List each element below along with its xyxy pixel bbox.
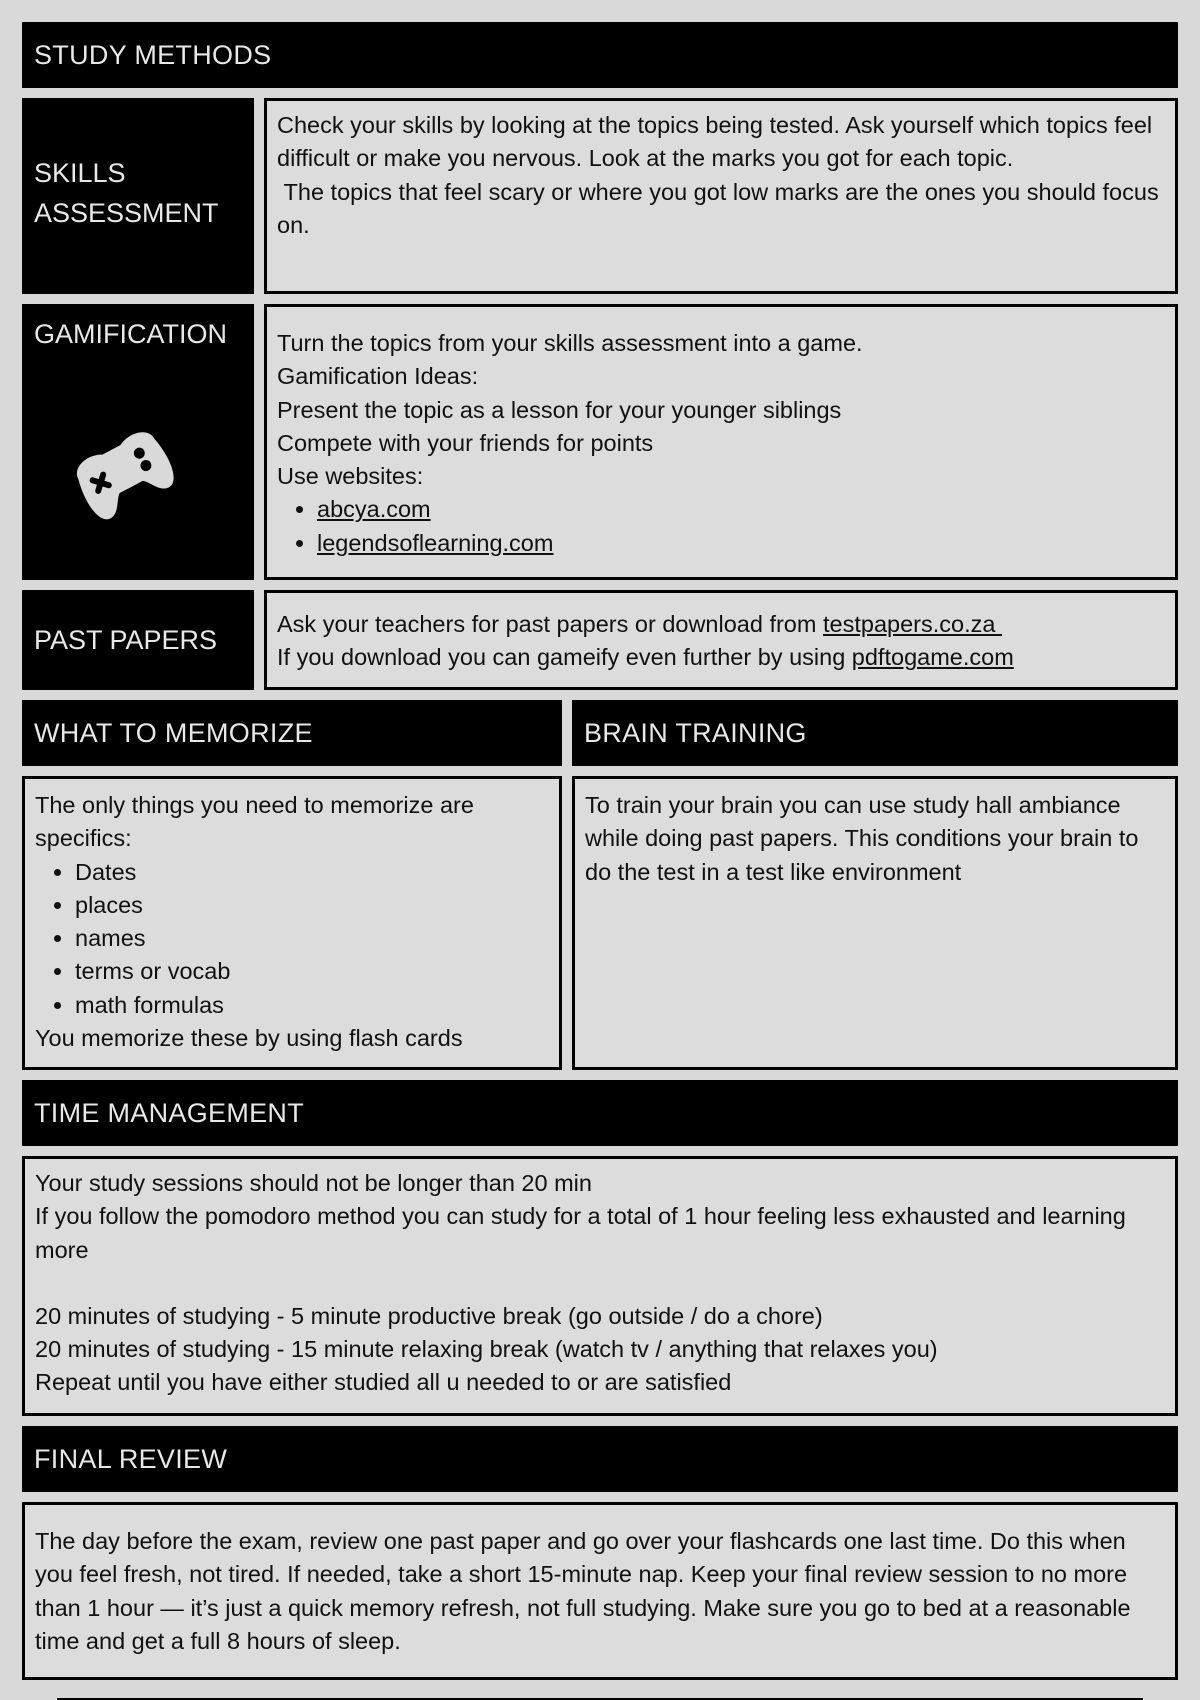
skills-text-line2: The topics that feel scary or where you got low marks are the ones you should focus on.	[277, 178, 1166, 238]
time-line5: Repeat until you have either studied all u needed to or are satisfied	[35, 1369, 732, 1396]
page-title-bar	[22, 22, 1178, 88]
skills-assessment-section	[22, 98, 1178, 294]
list-item: • terms or vocab	[75, 955, 549, 988]
gamification-line: Compete with your friends for points	[277, 429, 654, 456]
past-papers-label-box	[22, 590, 254, 690]
gamification-line: Turn the topics from your skills assessment into a game.	[277, 330, 863, 356]
past-papers-section	[22, 590, 1178, 690]
time-line4: 20 minutes of studying - 15 minute relaxing break (watch tv / anything that relaxes you)	[35, 1336, 938, 1363]
gamification-label-box	[22, 304, 254, 580]
website-list	[277, 493, 1165, 560]
list-item: • places	[75, 889, 549, 922]
list-item: • Dates	[75, 856, 549, 889]
memorize-list	[35, 856, 549, 1022]
gamification-label: GAMIFICATION	[34, 319, 227, 349]
past-papers-line2	[277, 641, 1165, 674]
time-line2: If you follow the pomodoro method you can study for a total of 1 hour feeling less exhausted and learning more	[35, 1203, 1126, 1263]
memorize-title: WHAT TO MEMORIZE	[34, 717, 313, 748]
abcya-link[interactable]: abcya.com	[317, 496, 431, 523]
final-review-title: FINAL REVIEW	[34, 1443, 228, 1474]
page-title: STUDY METHODS	[34, 39, 272, 70]
final-review-title-bar	[22, 1426, 1178, 1492]
past-papers-label: PAST PAPERS	[34, 625, 218, 655]
skills-label-line2: ASSESSMENT	[34, 198, 219, 228]
pdftogame-link[interactable]: pdftogame.com	[851, 644, 1014, 671]
brain-text	[572, 776, 1178, 1070]
time-management-title-bar	[22, 1080, 1178, 1146]
game-controller-icon	[62, 414, 192, 544]
time-line1: Your study sessions should not be longer than 20 min	[35, 1170, 592, 1196]
list-item	[317, 493, 1165, 526]
time-management-title: TIME MANAGEMENT	[34, 1097, 305, 1128]
memorize-column	[22, 700, 562, 1070]
skills-assessment-text	[264, 98, 1178, 294]
past-papers-line1-text: Ask your teachers for past papers or download from	[277, 611, 823, 637]
past-papers-text	[264, 590, 1178, 690]
gamification-section	[22, 304, 1178, 580]
two-column-section	[22, 700, 1178, 1070]
gamification-line: Use websites:	[277, 463, 424, 490]
list-item: • math formulas	[75, 989, 549, 1022]
brain-paragraph: To train your brain you can use study hall ambiance while doing past papers. This conditions your brain to do the test in a test like environment	[585, 792, 1139, 885]
brain-title: BRAIN TRAINING	[584, 717, 807, 748]
gamification-text	[264, 304, 1178, 580]
final-review-text	[22, 1502, 1178, 1680]
time-line3: 20 minutes of studying - 5 minute productive break (go outside / do a chore)	[35, 1302, 823, 1329]
memorize-intro: The only things you need to memorize are specifics:	[35, 792, 474, 852]
past-papers-line1	[277, 608, 1165, 641]
gamification-line: Gamification Ideas:	[277, 363, 479, 390]
brain-title-bar	[572, 700, 1178, 766]
memorize-outro: You memorize these by using flash cards	[35, 1025, 463, 1052]
legendsoflearning-link[interactable]: legendsoflearning.com	[317, 529, 554, 556]
past-papers-line2-text: If you download you can gameify even further by using	[277, 644, 852, 671]
brain-column	[572, 700, 1178, 1070]
skills-text-line1: Check your skills by looking at the topics being tested. Ask yourself which topics feel difficult or make you nervous. Look at the marks you got for each topic.	[277, 112, 1153, 172]
gamification-line: Present the topic as a lesson for your younger siblings	[277, 396, 842, 423]
testpapers-link[interactable]: testpapers.co.za	[823, 611, 1002, 637]
list-item	[317, 527, 1165, 560]
memorize-title-bar	[22, 700, 562, 766]
final-review-paragraph: The day before the exam, review one past paper and go over your flashcards one last time. Do this when you feel fresh, not tired. If needed, take a short 15-minute nap. Keep your final review session to no more than 1 hour — it’s just a quick memory refresh, not full studying. Make sure you go to bed at a reasonable time and get a full 8 hours of sleep.	[35, 1528, 1131, 1654]
time-management-text	[22, 1156, 1178, 1416]
study-methods-page	[22, 22, 1178, 1680]
memorize-text	[22, 776, 562, 1070]
skills-label-line1: SKILLS	[34, 158, 126, 188]
list-item: • names	[75, 922, 549, 955]
skills-assessment-label	[22, 98, 254, 294]
